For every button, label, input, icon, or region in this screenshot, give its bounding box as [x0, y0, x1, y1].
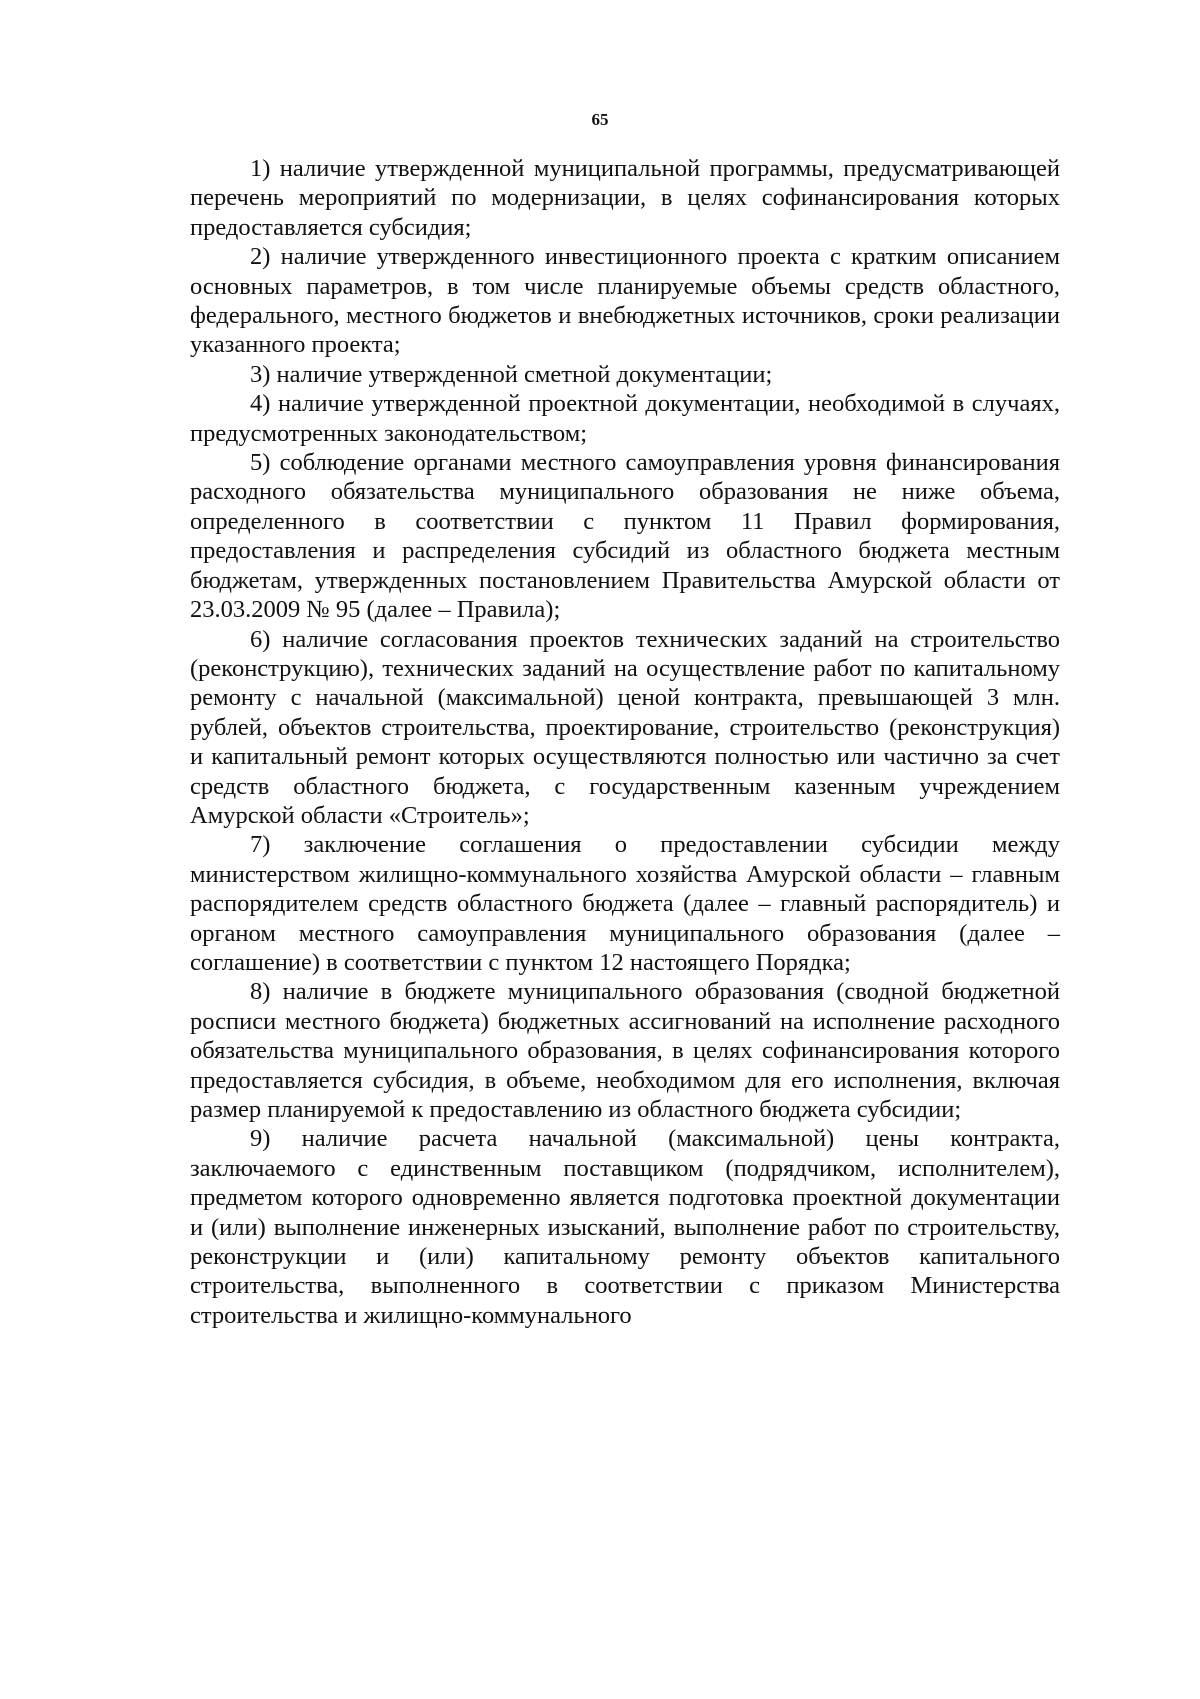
paragraph-item-5: 5) соблюдение органами местного самоуправления уровня финансирования расходного обязательства муниципального образования не ниже объема, определенного в соответствии с пунктом 11 Правил формирования, предоставления и распределения субсидий из областного бюджета местным бюджетам, утвержденных постановлением Правительства Амурской области от 23.03.2009 № 95 (далее – Правила);	[190, 449, 1060, 624]
paragraph-item-9: 9) наличие расчета начальной (максимальной) цены контракта, заключаемого с единственным поставщиком (подрядчиком, исполнителем), предметом которого одновременно является подготовка проектной документации и (или) выполнение инженерных изысканий, выполнение работ по строительству, реконструкции и (или) капитальному ремонту объектов капитального строительства, выполненного в соответствии с приказом Министерства строительства и жилищно-коммунального	[190, 1125, 1060, 1329]
paragraph-item-8: 8) наличие в бюджете муниципального образования (сводной бюджетной росписи местного бюджета) бюджетных ассигнований на исполнение расходного обязательства муниципального образования, в целях софинансирования которого предоставляется субсидия, в объеме, необходимом для его исполнения, включая размер планируемой к предоставлению из областного бюджета субсидии;	[190, 978, 1060, 1123]
paragraph-item-6: 6) наличие согласования проектов технических заданий на строительство (реконструкцию), технических заданий на осуществление работ по капитальному ремонту с начальной (максимальной) ценой контракта, превышающей 3 млн. рублей, объектов строительства, проектирование, строительство (реконструкция) и капитальный ремонт которых осуществляются полностью или частично за счет средств областного бюджета, с государственным казенным учреждением Амурской области «Строитель»;	[190, 625, 1060, 829]
page-number: 65	[591, 110, 609, 129]
paragraph-item-7: 7) заключение соглашения о предоставлении субсидии между министерством жилищно-коммунального хозяйства Амурской области – главным распорядителем средств областного бюджета (далее – главный распорядитель) и органом местного самоуправления муниципального образования (далее – соглашение) в соответствии с пунктом 12 настоящего Порядка;	[190, 831, 1060, 976]
document-body	[190, 154, 1060, 1330]
paragraph-item-1: 1) наличие утвержденной муниципальной программы, предусматривающей перечень мероприятий по модернизации, в целях софинансирования которых предоставляется субсидия;	[190, 155, 1060, 241]
paragraph-item-2: 2) наличие утвержденного инвестиционного проекта с кратким описанием основных параметров, в том числе планируемые объемы средств областного, федерального, местного бюджетов и внебюджетных источников, сроки реализации указанного проекта;	[190, 243, 1060, 359]
paragraph-item-4: 4) наличие утвержденной проектной документации, необходимой в случаях, предусмотренных законодательством;	[190, 390, 1060, 447]
paragraph-item-3: 3) наличие утвержденной сметной документации;	[250, 360, 773, 388]
